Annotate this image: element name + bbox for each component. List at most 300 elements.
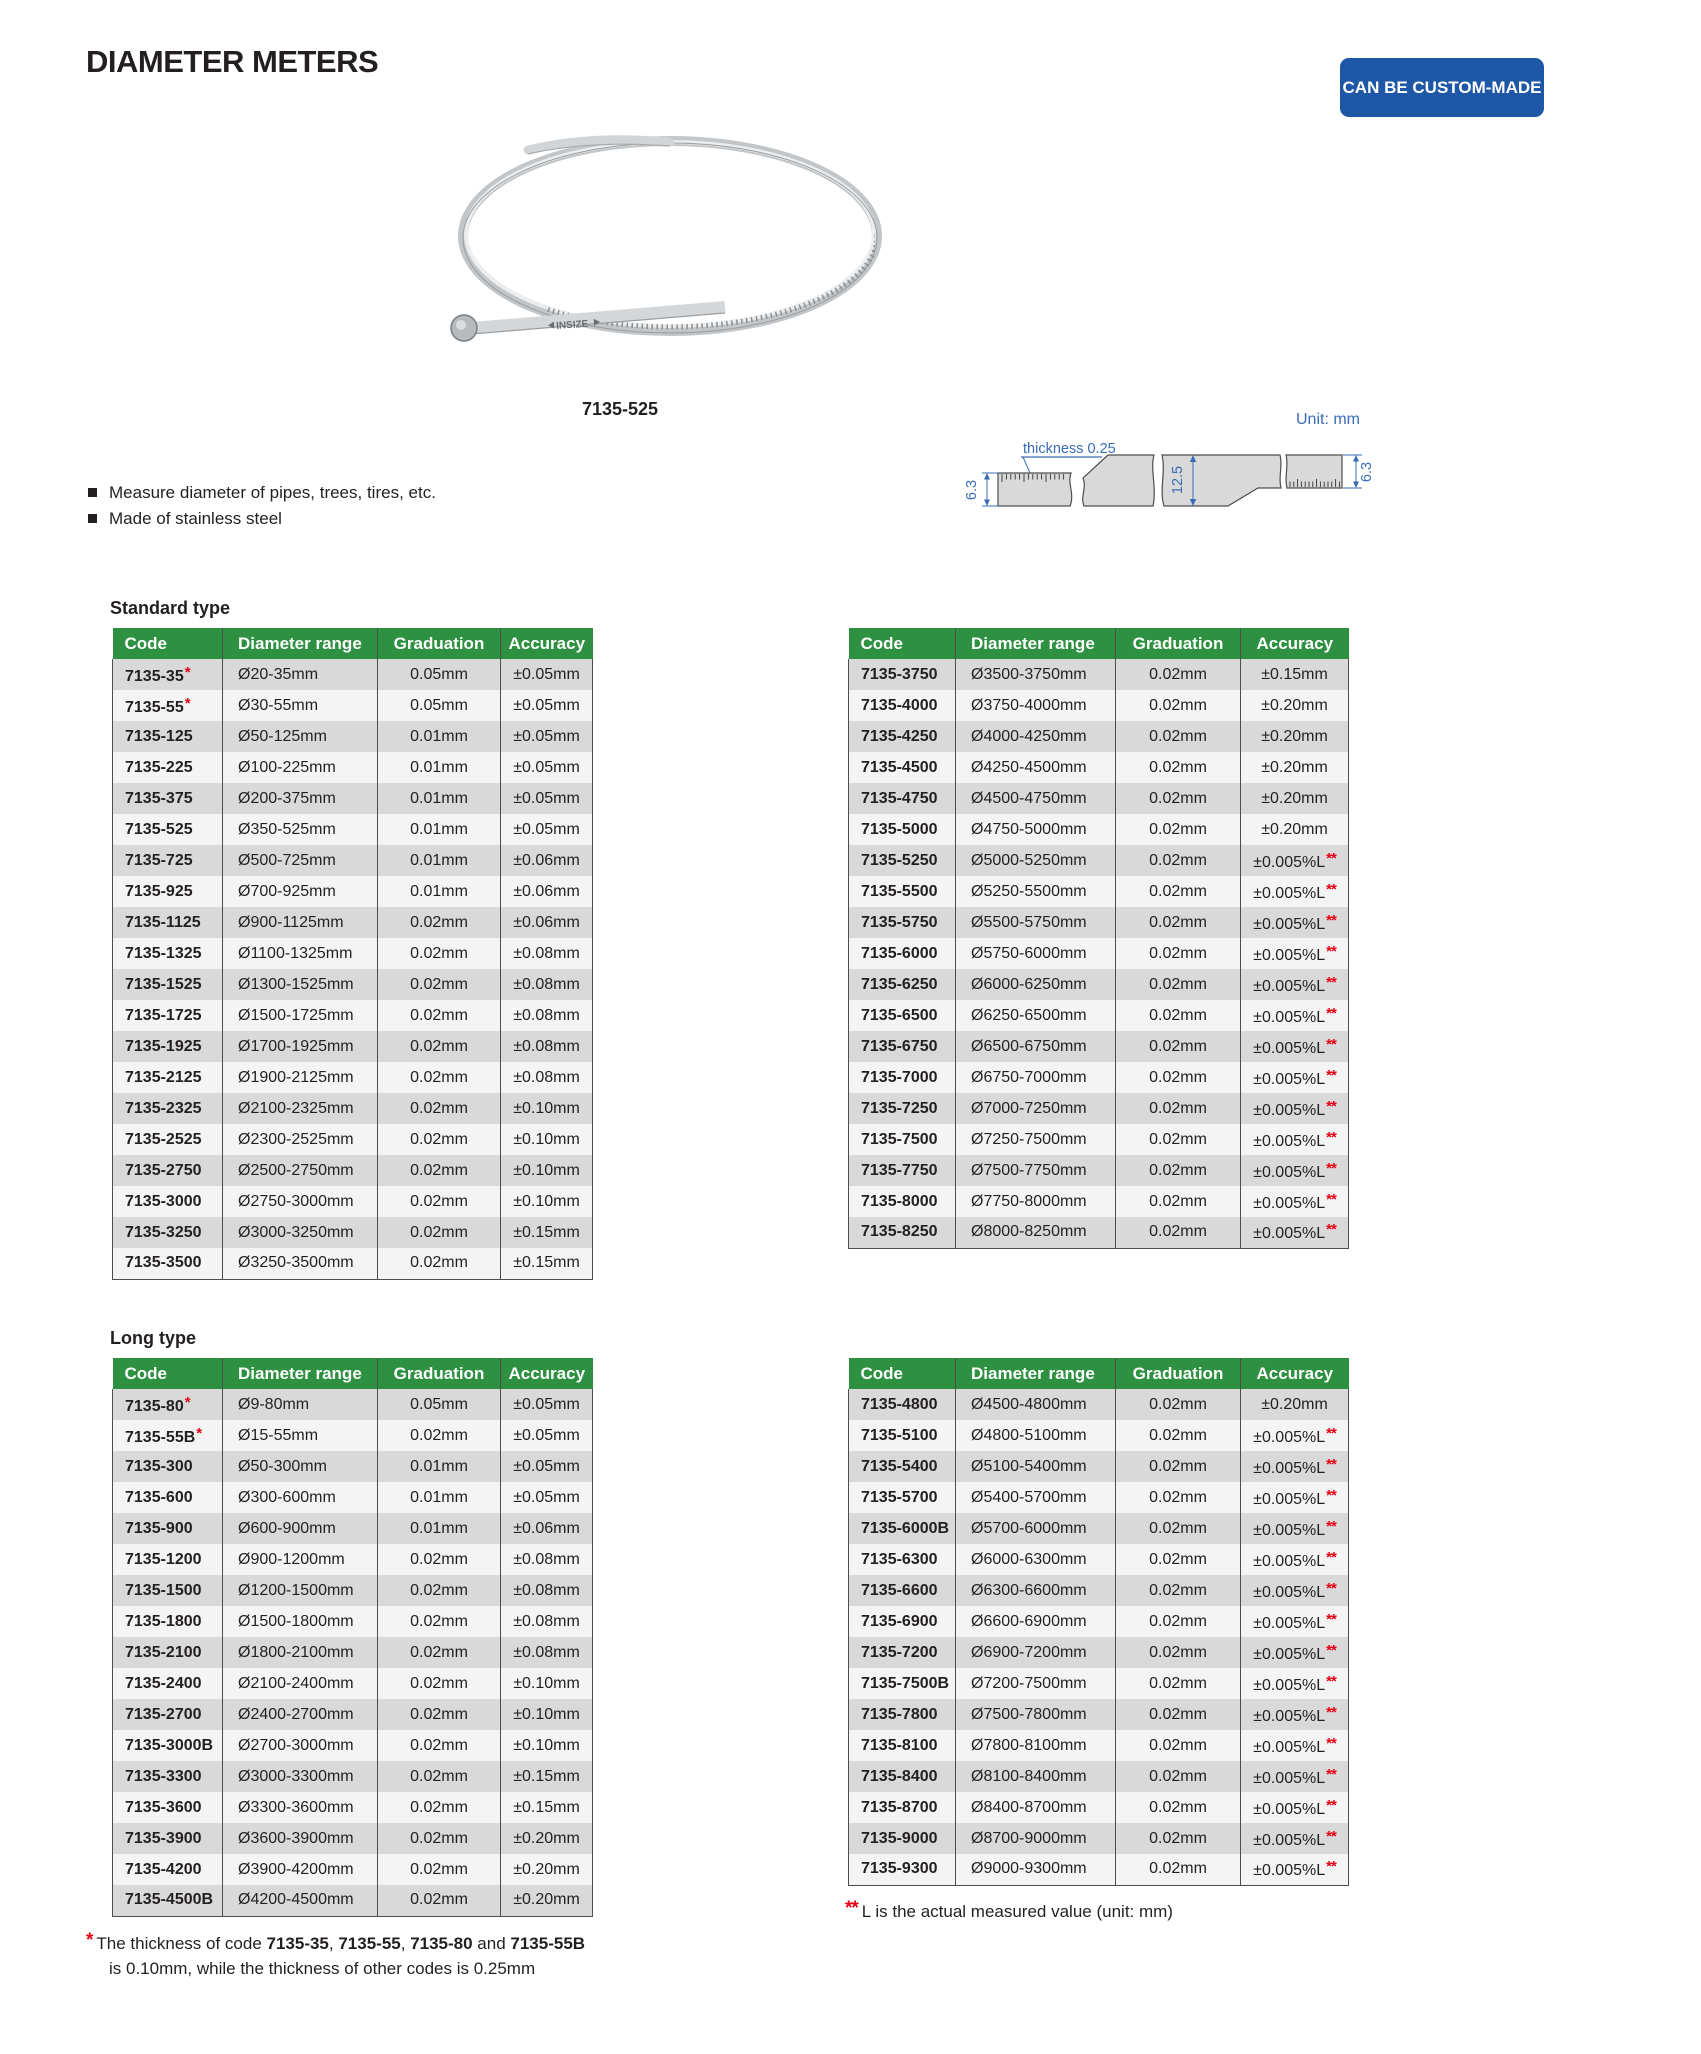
table-row — [849, 845, 1349, 876]
graduation-cell: 0.02mm — [1116, 752, 1241, 783]
accuracy-cell: ±0.08mm — [501, 1062, 593, 1093]
table-row — [113, 1093, 593, 1124]
code-cell: 7135-125 — [113, 721, 223, 752]
double-star-marker: ** — [1326, 1517, 1336, 1535]
bullet-square-icon — [88, 488, 97, 497]
accuracy-cell: ±0.10mm — [501, 1668, 593, 1699]
table-header-row — [113, 628, 593, 659]
table-row — [849, 1761, 1349, 1792]
accuracy-cell: ±0.10mm — [501, 1186, 593, 1217]
footnote-code-ref: 7135-80 — [410, 1934, 473, 1953]
graduation-cell: 0.02mm — [1116, 1217, 1241, 1248]
diameter-range-cell: Ø8700-9000mm — [956, 1823, 1116, 1854]
diameter-range-cell: Ø1200-1500mm — [223, 1575, 378, 1606]
graduation-cell: 0.02mm — [1116, 1730, 1241, 1761]
double-star-marker: ** — [1326, 973, 1336, 991]
measured-value-footnote — [845, 1896, 1365, 1924]
table-row — [849, 1575, 1349, 1606]
code-cell: 7135-1525 — [113, 969, 223, 1000]
diameter-range-cell: Ø5400-5700mm — [956, 1482, 1116, 1513]
table-row — [849, 1217, 1349, 1248]
table-row — [849, 969, 1349, 1000]
double-star-marker: ** — [1326, 1796, 1336, 1814]
diameter-range-cell: Ø2700-3000mm — [223, 1730, 378, 1761]
diameter-range-cell: Ø350-525mm — [223, 814, 378, 845]
table-row — [113, 1000, 593, 1031]
custom-made-badge-label: CAN BE CUSTOM-MADE — [1342, 77, 1542, 97]
code-cell: 7135-6500 — [849, 1000, 956, 1031]
code-cell: 7135-600 — [113, 1482, 223, 1513]
diameter-range-cell: Ø500-725mm — [223, 845, 378, 876]
graduation-cell: 0.01mm — [378, 1482, 501, 1513]
table-row — [849, 907, 1349, 938]
code-cell: 7135-6300 — [849, 1544, 956, 1575]
table-row — [113, 1792, 593, 1823]
code-cell: 7135-7750 — [849, 1155, 956, 1186]
table-row — [849, 1668, 1349, 1699]
table-row — [113, 1217, 593, 1248]
accuracy-cell: ±0.005%L** — [1241, 907, 1349, 938]
graduation-cell: 0.02mm — [378, 1093, 501, 1124]
graduation-cell: 0.02mm — [1116, 1155, 1241, 1186]
table-row — [113, 1420, 593, 1451]
code-cell: 7135-925 — [113, 876, 223, 907]
code-cell: 7135-7250 — [849, 1093, 956, 1124]
graduation-cell: 0.01mm — [378, 845, 501, 876]
accuracy-cell: ±0.005%L** — [1241, 1668, 1349, 1699]
code-cell: 7135-55* — [113, 690, 223, 721]
graduation-cell: 0.02mm — [378, 1761, 501, 1792]
table-row — [849, 752, 1349, 783]
code-cell: 7135-4250 — [849, 721, 956, 752]
feature-item — [88, 508, 436, 530]
table-row — [113, 907, 593, 938]
accuracy-cell: ±0.10mm — [501, 1093, 593, 1124]
diameter-range-cell: Ø7500-7750mm — [956, 1155, 1116, 1186]
table-row — [113, 721, 593, 752]
double-star-marker: ** — [1326, 1035, 1336, 1053]
measured-value-footnote-text: L is the actual measured value (unit: mm) — [861, 1902, 1173, 1921]
accuracy-cell: ±0.20mm — [501, 1823, 593, 1854]
code-cell: 7135-7200 — [849, 1637, 956, 1668]
table-row — [113, 1699, 593, 1730]
double-star-marker: ** — [1326, 1159, 1336, 1177]
code-cell: 7135-525 — [113, 814, 223, 845]
table-row — [849, 1606, 1349, 1637]
table-row — [113, 1062, 593, 1093]
code-cell: 7135-375 — [113, 783, 223, 814]
table-row — [113, 814, 593, 845]
accuracy-cell: ±0.005%L** — [1241, 1062, 1349, 1093]
footnote-code-ref: 7135-35 — [266, 1934, 329, 1953]
table-row — [849, 783, 1349, 814]
table-header-row — [849, 628, 1349, 659]
double-star-marker: ** — [845, 1898, 858, 1919]
star-marker: * — [184, 694, 190, 712]
accuracy-cell: ±0.08mm — [501, 1637, 593, 1668]
feature-text: Made of stainless steel — [109, 509, 282, 528]
graduation-cell: 0.02mm — [1116, 1000, 1241, 1031]
accuracy-cell: ±0.005%L** — [1241, 1730, 1349, 1761]
footnote-text: The thickness of code — [96, 1934, 267, 1953]
accuracy-cell: ±0.10mm — [501, 1699, 593, 1730]
bullet-square-icon — [88, 514, 97, 523]
graduation-cell: 0.05mm — [378, 1389, 501, 1420]
diameter-range-cell: Ø4250-4500mm — [956, 752, 1116, 783]
accuracy-cell: ±0.005%L** — [1241, 1217, 1349, 1248]
graduation-cell: 0.02mm — [1116, 659, 1241, 690]
code-cell: 7135-225 — [113, 752, 223, 783]
graduation-cell: 0.01mm — [378, 814, 501, 845]
graduation-cell: 0.02mm — [1116, 1761, 1241, 1792]
accuracy-cell: ±0.005%L** — [1241, 1513, 1349, 1544]
double-star-marker: ** — [1326, 880, 1336, 898]
table-row — [849, 1854, 1349, 1885]
accuracy-cell: ±0.005%L** — [1241, 1544, 1349, 1575]
graduation-cell: 0.01mm — [378, 783, 501, 814]
graduation-cell: 0.02mm — [378, 1637, 501, 1668]
table-row — [113, 1186, 593, 1217]
brand-logo: INSIZE — [555, 318, 589, 332]
accuracy-cell: ±0.005%L** — [1241, 1451, 1349, 1482]
accuracy-cell: ±0.005%L** — [1241, 1575, 1349, 1606]
diameter-range-cell: Ø2100-2400mm — [223, 1668, 378, 1699]
code-cell: 7135-55B* — [113, 1420, 223, 1451]
diameter-range-cell: Ø8000-8250mm — [956, 1217, 1116, 1248]
double-star-marker: ** — [1326, 1610, 1336, 1628]
accuracy-cell: ±0.20mm — [1241, 752, 1349, 783]
graduation-cell: 0.02mm — [378, 1000, 501, 1031]
accuracy-cell: ±0.005%L** — [1241, 1420, 1349, 1451]
dim-middle-label: 12.5 — [1170, 465, 1186, 495]
diameter-range-cell: Ø3600-3900mm — [223, 1823, 378, 1854]
feature-text: Measure diameter of pipes, trees, tires, etc. — [109, 483, 436, 502]
table-row — [113, 1575, 593, 1606]
code-cell: 7135-5400 — [849, 1451, 956, 1482]
table-row — [849, 1637, 1349, 1668]
accuracy-cell: ±0.20mm — [1241, 721, 1349, 752]
diameter-range-cell: Ø5750-6000mm — [956, 938, 1116, 969]
diameter-range-cell: Ø6900-7200mm — [956, 1637, 1116, 1668]
graduation-cell: 0.02mm — [378, 1823, 501, 1854]
accuracy-cell: ±0.08mm — [501, 1606, 593, 1637]
code-cell: 7135-725 — [113, 845, 223, 876]
accuracy-cell: ±0.05mm — [501, 1389, 593, 1420]
graduation-cell: 0.02mm — [1116, 1575, 1241, 1606]
accuracy-cell: ±0.15mm — [501, 1248, 593, 1279]
accuracy-cell: ±0.08mm — [501, 1575, 593, 1606]
graduation-cell: 0.02mm — [1116, 1389, 1241, 1420]
star-marker: * — [196, 1424, 202, 1442]
diameter-range-cell: Ø9000-9300mm — [956, 1854, 1116, 1885]
diameter-range-cell: Ø6500-6750mm — [956, 1031, 1116, 1062]
diameter-range-cell: Ø6000-6300mm — [956, 1544, 1116, 1575]
code-cell: 7135-900 — [113, 1513, 223, 1544]
footnote-text: and — [472, 1934, 511, 1953]
accuracy-cell: ±0.20mm — [501, 1854, 593, 1885]
table-row — [113, 1513, 593, 1544]
standard-type-table-right — [848, 628, 1349, 1249]
accuracy-cell: ±0.05mm — [501, 1420, 593, 1451]
graduation-cell: 0.02mm — [1116, 876, 1241, 907]
table-row — [849, 1482, 1349, 1513]
table-row — [849, 1451, 1349, 1482]
code-cell: 7135-3300 — [113, 1761, 223, 1792]
accuracy-cell: ±0.05mm — [501, 659, 593, 690]
code-cell: 7135-2400 — [113, 1668, 223, 1699]
accuracy-cell: ±0.15mm — [501, 1792, 593, 1823]
column-header-accuracy: Accuracy — [1241, 1358, 1349, 1389]
graduation-cell: 0.02mm — [378, 1186, 501, 1217]
table-header-row — [849, 1358, 1349, 1389]
double-star-marker: ** — [1326, 1128, 1336, 1146]
section-label-long: Long type — [110, 1328, 196, 1348]
graduation-cell: 0.02mm — [378, 938, 501, 969]
accuracy-cell: ±0.05mm — [501, 690, 593, 721]
accuracy-cell: ±0.005%L** — [1241, 1000, 1349, 1031]
accuracy-cell: ±0.05mm — [501, 1451, 593, 1482]
diameter-range-cell: Ø1100-1325mm — [223, 938, 378, 969]
diameter-range-cell: Ø2500-2750mm — [223, 1155, 378, 1186]
diameter-range-cell: Ø50-300mm — [223, 1451, 378, 1482]
accuracy-cell: ±0.10mm — [501, 1124, 593, 1155]
diameter-range-cell: Ø300-600mm — [223, 1482, 378, 1513]
table-row — [849, 1093, 1349, 1124]
double-star-marker: ** — [1326, 1190, 1336, 1208]
table-row — [849, 1544, 1349, 1575]
graduation-cell: 0.01mm — [378, 1451, 501, 1482]
accuracy-cell: ±0.06mm — [501, 845, 593, 876]
table-row — [849, 690, 1349, 721]
table-row — [113, 1031, 593, 1062]
section-label-standard: Standard type — [110, 598, 231, 618]
table-row — [113, 1482, 593, 1513]
code-cell: 7135-1125 — [113, 907, 223, 938]
code-cell: 7135-8250 — [849, 1217, 956, 1248]
table-row — [113, 1761, 593, 1792]
accuracy-cell: ±0.005%L** — [1241, 1792, 1349, 1823]
accuracy-cell: ±0.08mm — [501, 1544, 593, 1575]
accuracy-cell: ±0.20mm — [1241, 1389, 1349, 1420]
code-cell: 7135-1925 — [113, 1031, 223, 1062]
diameter-range-cell: Ø1800-2100mm — [223, 1637, 378, 1668]
diameter-range-cell: Ø50-125mm — [223, 721, 378, 752]
double-star-marker: ** — [1326, 1641, 1336, 1659]
graduation-cell: 0.05mm — [378, 690, 501, 721]
diameter-range-cell: Ø7200-7500mm — [956, 1668, 1116, 1699]
accuracy-cell: ±0.10mm — [501, 1730, 593, 1761]
code-cell: 7135-3600 — [113, 1792, 223, 1823]
table-row — [113, 1155, 593, 1186]
code-cell: 7135-5250 — [849, 845, 956, 876]
code-cell: 7135-5000 — [849, 814, 956, 845]
graduation-cell: 0.02mm — [1116, 1031, 1241, 1062]
graduation-cell: 0.02mm — [378, 1420, 501, 1451]
graduation-cell: 0.02mm — [1116, 1093, 1241, 1124]
graduation-cell: 0.02mm — [1116, 938, 1241, 969]
code-cell: 7135-5100 — [849, 1420, 956, 1451]
double-star-marker: ** — [1326, 1858, 1336, 1876]
graduation-cell: 0.02mm — [378, 907, 501, 938]
table-row — [849, 1730, 1349, 1761]
table-row — [113, 1885, 593, 1916]
table-row — [849, 1513, 1349, 1544]
star-marker: * — [86, 1930, 93, 1951]
code-cell: 7135-4500 — [849, 752, 956, 783]
graduation-cell: 0.01mm — [378, 721, 501, 752]
double-star-marker: ** — [1326, 1579, 1336, 1597]
table-row — [849, 1792, 1349, 1823]
code-cell: 7135-5700 — [849, 1482, 956, 1513]
accuracy-cell: ±0.005%L** — [1241, 1637, 1349, 1668]
table-row — [113, 1389, 593, 1420]
diameter-range-cell: Ø7000-7250mm — [956, 1093, 1116, 1124]
code-cell: 7135-6750 — [849, 1031, 956, 1062]
column-header-range: Diameter range — [223, 1358, 378, 1389]
graduation-cell: 0.02mm — [378, 1124, 501, 1155]
diameter-range-cell: Ø600-900mm — [223, 1513, 378, 1544]
table-row — [113, 1668, 593, 1699]
double-star-marker: ** — [1326, 1486, 1336, 1504]
code-cell: 7135-6000B — [849, 1513, 956, 1544]
accuracy-cell: ±0.15mm — [501, 1761, 593, 1792]
accuracy-cell: ±0.005%L** — [1241, 1854, 1349, 1885]
diameter-range-cell: Ø1300-1525mm — [223, 969, 378, 1000]
custom-made-badge — [1340, 58, 1544, 117]
table-row — [849, 1000, 1349, 1031]
table-row — [113, 690, 593, 721]
feature-item — [88, 482, 436, 504]
graduation-cell: 0.02mm — [378, 969, 501, 1000]
diameter-range-cell: Ø3750-4000mm — [956, 690, 1116, 721]
double-star-marker: ** — [1326, 1066, 1336, 1084]
graduation-cell: 0.02mm — [1116, 1420, 1241, 1451]
column-header-range: Diameter range — [956, 628, 1116, 659]
diameter-range-cell: Ø1500-1725mm — [223, 1000, 378, 1031]
code-cell: 7135-35* — [113, 659, 223, 690]
footnote-code-ref: 7135-55B — [510, 1934, 586, 1953]
footnote-text: , — [328, 1934, 339, 1953]
code-cell: 7135-6600 — [849, 1575, 956, 1606]
product-photo — [430, 108, 900, 368]
graduation-cell: 0.02mm — [378, 1248, 501, 1279]
graduation-cell: 0.02mm — [378, 1606, 501, 1637]
table-row — [849, 1062, 1349, 1093]
table-row — [849, 876, 1349, 907]
table-row — [113, 1451, 593, 1482]
accuracy-cell: ±0.05mm — [501, 752, 593, 783]
column-header-range: Diameter range — [956, 1358, 1116, 1389]
diameter-range-cell: Ø6600-6900mm — [956, 1606, 1116, 1637]
code-cell: 7135-6250 — [849, 969, 956, 1000]
double-star-marker: ** — [1326, 1221, 1336, 1239]
accuracy-cell: ±0.05mm — [501, 814, 593, 845]
column-header-code: Code — [113, 628, 223, 659]
graduation-cell: 0.02mm — [1116, 1124, 1241, 1155]
long-type-table-left — [112, 1358, 593, 1917]
accuracy-cell: ±0.005%L** — [1241, 1093, 1349, 1124]
double-star-marker: ** — [1326, 1672, 1336, 1690]
column-header-graduation: Graduation — [378, 1358, 501, 1389]
star-marker: * — [184, 1393, 190, 1411]
accuracy-cell: ±0.20mm — [501, 1885, 593, 1916]
star-marker: * — [184, 663, 190, 681]
table-row — [113, 969, 593, 1000]
graduation-cell: 0.02mm — [378, 1792, 501, 1823]
accuracy-cell: ±0.005%L** — [1241, 1124, 1349, 1155]
graduation-cell: 0.02mm — [378, 1854, 501, 1885]
graduation-cell: 0.01mm — [378, 1513, 501, 1544]
code-cell: 7135-2750 — [113, 1155, 223, 1186]
graduation-cell: 0.02mm — [378, 1031, 501, 1062]
table-row — [113, 752, 593, 783]
double-star-marker: ** — [1326, 1424, 1336, 1442]
feature-list — [88, 482, 436, 534]
accuracy-cell: ±0.20mm — [1241, 814, 1349, 845]
table-row — [849, 1155, 1349, 1186]
diameter-range-cell: Ø5000-5250mm — [956, 845, 1116, 876]
table-row — [113, 876, 593, 907]
diameter-range-cell: Ø3900-4200mm — [223, 1854, 378, 1885]
diameter-range-cell: Ø1900-2125mm — [223, 1062, 378, 1093]
diameter-range-cell: Ø2300-2525mm — [223, 1124, 378, 1155]
code-cell: 7135-3250 — [113, 1217, 223, 1248]
accuracy-cell: ±0.08mm — [501, 1000, 593, 1031]
graduation-cell: 0.02mm — [1116, 1668, 1241, 1699]
graduation-cell: 0.02mm — [1116, 969, 1241, 1000]
diameter-range-cell: Ø5250-5500mm — [956, 876, 1116, 907]
code-cell: 7135-7800 — [849, 1699, 956, 1730]
table-row — [849, 1823, 1349, 1854]
table-row — [113, 845, 593, 876]
graduation-cell: 0.02mm — [1116, 814, 1241, 845]
graduation-cell: 0.02mm — [1116, 690, 1241, 721]
code-cell: 7135-300 — [113, 1451, 223, 1482]
code-cell: 7135-4200 — [113, 1854, 223, 1885]
graduation-cell: 0.02mm — [1116, 1637, 1241, 1668]
diameter-range-cell: Ø200-375mm — [223, 783, 378, 814]
graduation-cell: 0.02mm — [1116, 1606, 1241, 1637]
graduation-cell: 0.01mm — [378, 876, 501, 907]
graduation-cell: 0.02mm — [378, 1544, 501, 1575]
accuracy-cell: ±0.20mm — [1241, 690, 1349, 721]
table-row — [113, 1124, 593, 1155]
diameter-range-cell: Ø3250-3500mm — [223, 1248, 378, 1279]
diameter-range-cell: Ø30-55mm — [223, 690, 378, 721]
accuracy-cell: ±0.005%L** — [1241, 1186, 1349, 1217]
graduation-cell: 0.02mm — [378, 1575, 501, 1606]
double-star-marker: ** — [1326, 1827, 1336, 1845]
graduation-cell: 0.02mm — [1116, 1792, 1241, 1823]
diameter-range-cell: Ø2100-2325mm — [223, 1093, 378, 1124]
accuracy-cell: ±0.08mm — [501, 1031, 593, 1062]
code-cell: 7135-2325 — [113, 1093, 223, 1124]
thickness-label: thickness 0.25 — [1023, 441, 1116, 457]
dim-left-label: 6.3 — [964, 479, 980, 501]
accuracy-cell: ±0.005%L** — [1241, 1761, 1349, 1792]
column-header-graduation: Graduation — [1116, 628, 1241, 659]
diameter-range-cell: Ø3000-3300mm — [223, 1761, 378, 1792]
graduation-cell: 0.02mm — [378, 1885, 501, 1916]
column-header-graduation: Graduation — [378, 628, 501, 659]
diameter-range-cell: Ø6000-6250mm — [956, 969, 1116, 1000]
column-header-accuracy: Accuracy — [501, 1358, 593, 1389]
code-cell: 7135-3000B — [113, 1730, 223, 1761]
code-cell: 7135-3000 — [113, 1186, 223, 1217]
code-cell: 7135-4750 — [849, 783, 956, 814]
diameter-range-cell: Ø900-1125mm — [223, 907, 378, 938]
graduation-cell: 0.02mm — [378, 1062, 501, 1093]
